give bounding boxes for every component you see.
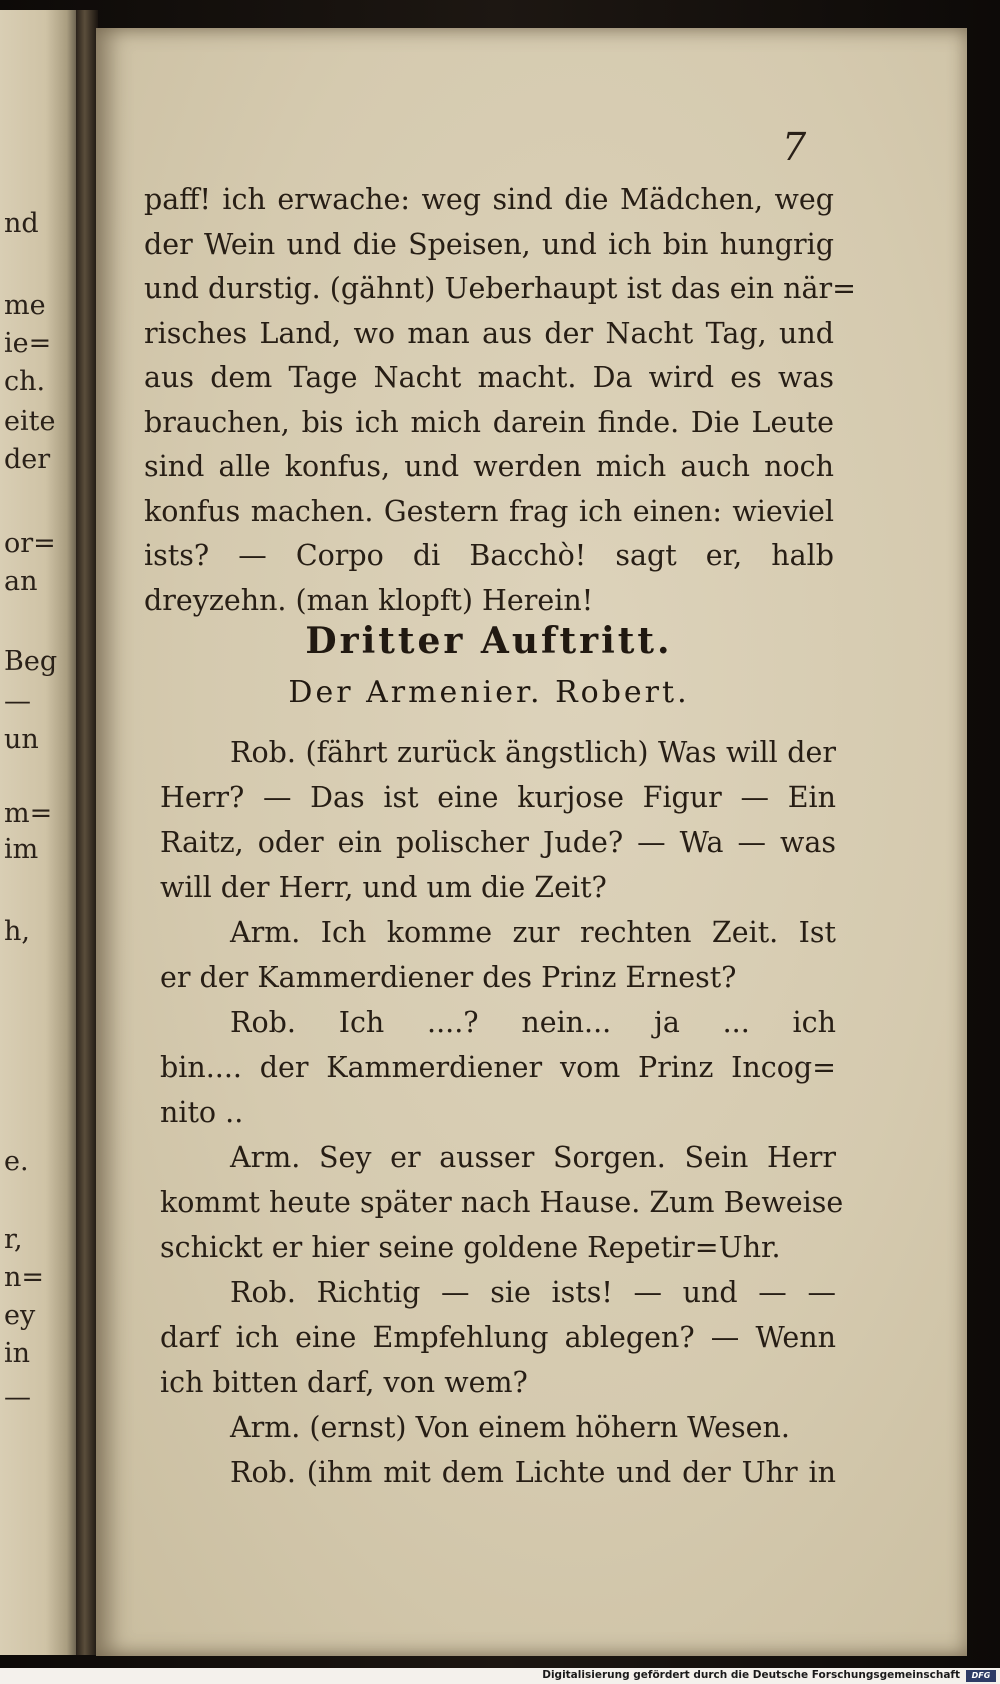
text-line: brauchen, bis ich mich darein finde. Die Leute [144,405,834,439]
left-page-fragment: nd [4,208,39,239]
left-page-fragment: im [4,834,39,865]
left-page-fragment: — [4,1382,31,1413]
dialogue-line: Arm. (ernst) Von einem höhern Wesen. [230,1411,790,1444]
dialogue-line: Arm. Ich komme zur rechten Zeit. Ist [230,916,836,949]
left-page-fragment: r, [4,1224,23,1255]
left-page-fragment: ch. [4,366,46,397]
character-list: Der Armenier. Robert. [288,675,690,710]
dialogue-line: Raitz, oder ein polischer Jude? — Wa — was [160,826,836,859]
dialogue-line: nito .. [160,1096,244,1129]
text-line: der Wein und die Speisen, und ich bin hungrig [144,227,834,261]
dialogue-line: kommt heute später nach Hause. Zum Beweise [160,1186,844,1219]
text-line: aus dem Tage Nacht macht. Da wird es was [144,361,834,394]
left-page-fragment: me [4,290,46,321]
left-page-fragment: un [4,724,39,755]
left-page-fragment: m= [4,798,53,829]
text-line: risches Land, wo man aus der Nacht Tag, und [144,316,834,350]
text-line: konfus machen. Gestern frag ich einen: wieviel [144,494,834,528]
left-page-fragment: eite [4,406,56,437]
left-page-fragment: Beg [4,646,58,677]
left-page-fragment: an [4,566,38,597]
dialogue-line: Arm. Sey er ausser Sorgen. Sein Herr [230,1141,836,1174]
dialogue-line: darf ich eine Empfehlung ablegen? — Wenn [160,1321,836,1354]
dialogue-line: Herr? — Das ist eine kurjose Figur — Ein [160,781,836,814]
dialogue-line: Rob. (ihm mit dem Lichte und der Uhr in [230,1456,836,1489]
text-line: dreyzehn. (man klopft) Herein! [144,583,594,617]
dialogue-line: Rob. Richtig — sie ists! — und — — [230,1276,836,1309]
text-line: sind alle konfus, und werden mich auch noch [144,450,834,483]
left-page-fragment: in [4,1338,31,1369]
book-gutter [76,10,98,1655]
dialogue-line: Rob. Ich ....? nein... ja ... ich [230,1006,836,1039]
left-page-fragment: der [4,444,51,475]
left-page-fragment: n= [4,1262,45,1293]
scene-title: Dritter Auftritt. [305,620,673,662]
dialogue-line: bin.... der Kammerdiener vom Prinz Incog= [160,1051,836,1084]
left-page-fragment: e. [4,1146,29,1177]
dialogue-line: ich bitten darf, von wem? [160,1366,528,1399]
left-page-fragment: h, [4,916,30,947]
text-line: ists? — Corpo di Bacchò! sagt er, halb [144,539,834,572]
dfg-logo: DFG [966,1670,996,1682]
footer-credit: Digitalisierung gefördert durch die Deutsche Forschungsgemeinschaft [542,1669,960,1681]
page-number: 7 [782,125,807,169]
dialogue-line: Rob. (fährt zurück ängstlich) Was will der [230,736,836,769]
paragraph-block [144,178,856,623]
dialogue-line: will der Herr, und um die Zeit? [160,871,607,904]
left-page-fragment: — [4,686,31,717]
footer-bar [0,1668,1000,1684]
left-page-fragment: ie= [4,328,52,359]
dialogue-line: er der Kammerdiener des Prinz Ernest? [160,961,737,994]
left-page-fragment: ey [4,1300,36,1331]
previous-page-edge [0,10,76,1655]
dialogue-line: schickt er hier seine goldene Repetir=Uhr. [160,1231,781,1264]
dialogue-block [160,730,844,1495]
text-line: paff! ich erwache: weg sind die Mädchen, weg [144,183,834,216]
left-page-fragment: or= [4,528,56,559]
text-line: und durstig. (gähnt) Ueberhaupt ist das ein när= [144,272,856,305]
